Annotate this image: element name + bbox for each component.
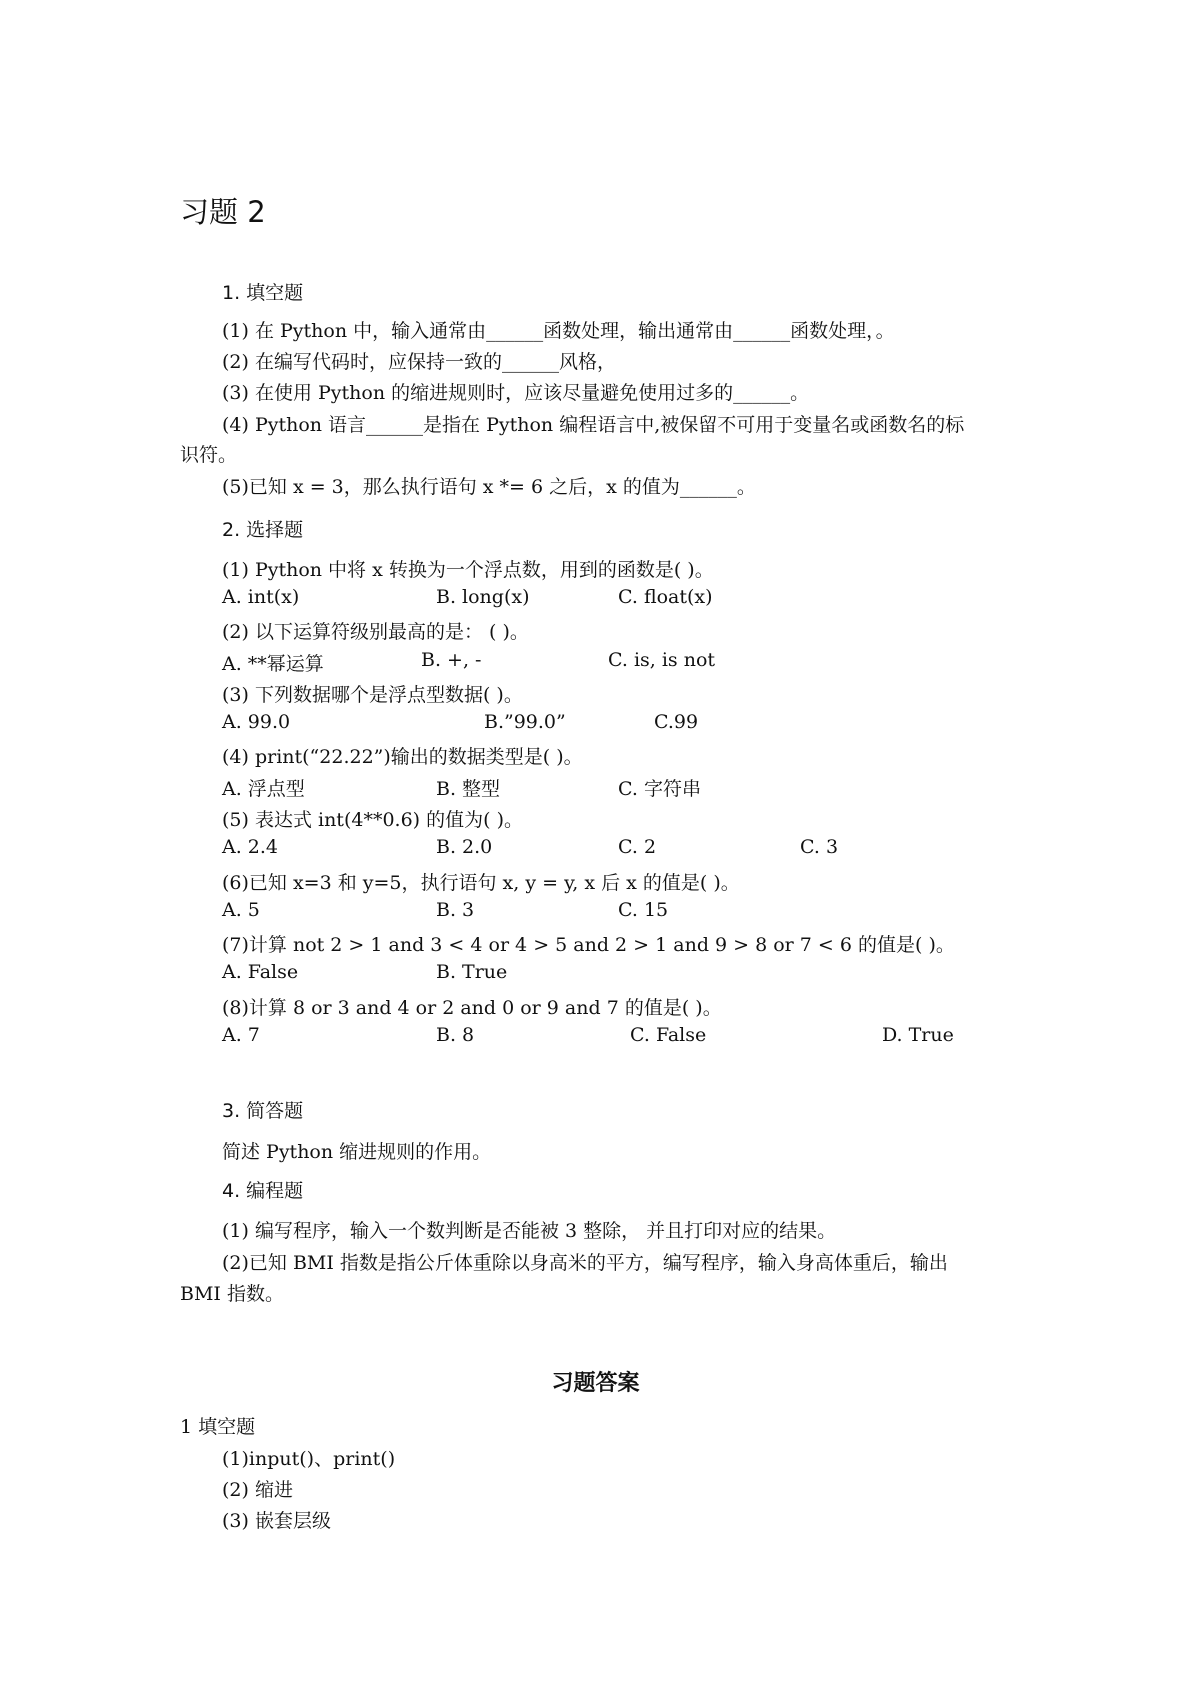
choice-6-option-c: C. 15 [618,899,669,921]
choice-question-1: (1) Python 中将 x 转换为一个浮点数，用到的函数是( )。 [222,559,714,581]
choice-1-option-c: C. float(x) [618,586,713,608]
choice-8-option-a: A. 7 [222,1024,260,1046]
choice-2-option-c: C. is, is not [608,649,716,671]
answer-1: (1)input()、print() [222,1448,396,1470]
choice-question-2: (2) 以下运算符级别最高的是： ( )。 [222,621,529,643]
program-question-1: (1) 编写程序，输入一个数判断是否能被 3 整除， 并且打印对应的结果。 [222,1220,837,1242]
fill-question-1: (1) 在 Python 中，输入通常由______函数处理，输出通常由______函数处理，。 [222,320,895,342]
choice-5-option-b: B. 2.0 [436,836,493,858]
choice-question-6: (6)已知 x=3 和 y=5，执行语句 x, y = y, x 后 x 的值是( )。 [222,872,740,894]
choice-question-4: (4) print(“22.22”)输出的数据类型是( )。 [222,746,583,768]
choice-4-option-b: B. 整型 [436,778,501,800]
page-title: 习题 2 [180,195,266,229]
answers-fill-heading: 1 填空题 [180,1416,256,1438]
choice-6-option-b: B. 3 [436,899,475,921]
program-question-2-line-2: BMI 指数。 [180,1283,284,1305]
section-heading-program: 4. 编程题 [222,1180,304,1202]
choice-5-option-d: C. 3 [800,836,839,858]
fill-question-2: (2) 在编写代码时，应保持一致的______风格， [222,351,616,373]
fill-question-4-line-1: (4) Python 语言______是指在 Python 编程语言中,被保留不可用于变量名或函数名的标 [222,414,965,436]
choice-question-5: (5) 表达式 int(4**0.6) 的值为( )。 [222,809,523,831]
choice-5-option-c: C. 2 [618,836,657,858]
choice-5-option-a: A. 2.4 [222,836,279,858]
program-question-2-line-1: (2)已知 BMI 指数是指公斤体重除以身高米的平方，编写程序，输入身高体重后，输出 [222,1252,948,1274]
choice-8-option-d: D. True [882,1024,954,1046]
answer-2: (2) 缩进 [222,1479,293,1501]
answer-3: (3) 嵌套层级 [222,1510,331,1532]
choice-2-option-b: B. +, - [421,649,482,671]
fill-question-5: (5)已知 x = 3，那么执行语句 x *= 6 之后，x 的值为______。 [222,476,756,498]
choice-8-option-c: C. False [630,1024,707,1046]
choice-1-option-a: A. int(x) [222,586,300,608]
choice-3-option-b: B.”99.0” [484,711,566,733]
choice-8-option-b: B. 8 [436,1024,475,1046]
fill-question-3: (3) 在使用 Python 的缩进规则时，应该尽量避免使用过多的______。 [222,382,810,404]
choice-3-option-a: A. 99.0 [222,711,291,733]
choice-2-option-a: A. **幂运算 [222,653,324,675]
section-heading-choice: 2. 选择题 [222,519,304,541]
fill-question-4-line-2: 识符。 [180,444,238,466]
choice-7-option-a: A. False [222,961,299,983]
choice-7-option-b: B. True [436,961,508,983]
choice-question-7: (7)计算 not 2 > 1 and 3 < 4 or 4 > 5 and 2 > 1 and 9 > 8 or 7 < 6 的值是( )。 [222,934,955,956]
short-question-1: 简述 Python 缩进规则的作用。 [222,1141,492,1163]
choice-question-8: (8)计算 8 or 3 and 4 or 2 and 0 or 9 and 7 的值是( )。 [222,997,722,1019]
choice-4-option-a: A. 浮点型 [222,778,305,800]
choice-6-option-a: A. 5 [222,899,260,921]
section-heading-short: 3. 简答题 [222,1100,304,1122]
section-heading-fill: 1. 填空题 [222,282,304,304]
answers-heading: 习题答案 [551,1371,640,1396]
choice-question-3: (3) 下列数据哪个是浮点型数据( )。 [222,684,523,706]
choice-4-option-c: C. 字符串 [618,778,701,800]
choice-1-option-b: B. long(x) [436,586,530,608]
choice-3-option-c: C.99 [654,711,699,733]
